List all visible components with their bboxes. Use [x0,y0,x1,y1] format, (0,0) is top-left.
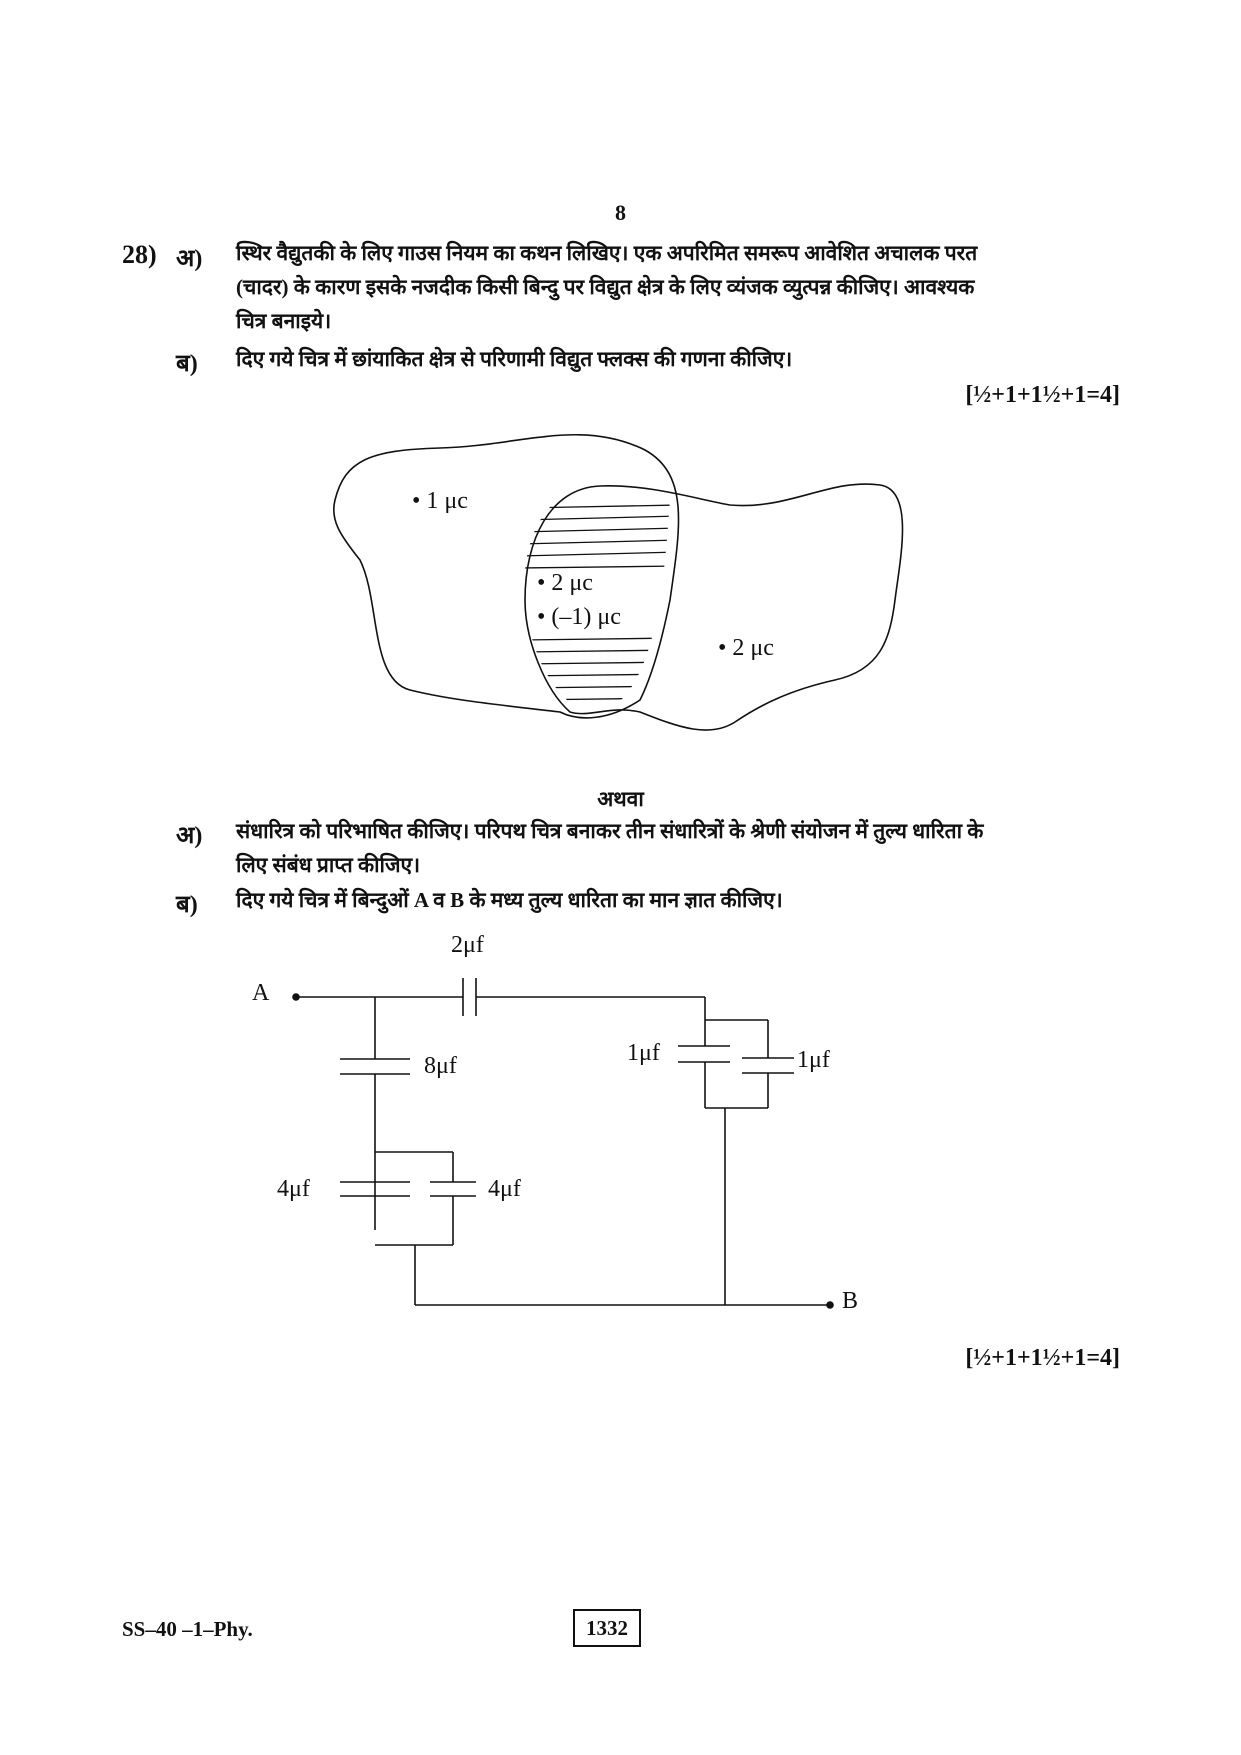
charge-left: • 1 μc [412,488,468,514]
footer-page-code: 1332 [573,1609,641,1647]
cap-left-upper-label: 8μf [424,1053,457,1079]
question-marks: [½+1+1½+1=4] [965,382,1120,408]
point-a-label: A [252,980,270,1006]
part-a-text-line2: (चादर) के कारण इसके नजदीक किसी बिन्दु पर विद्युत क्षेत्र के लिए व्यंजक व्युत्पन्न कीजिए। आवश्यक [236,275,975,299]
charge-center-2: • (–1) μc [537,604,621,630]
part-a-marker: अ) [176,246,203,272]
cap-right-1-label: 1μf [627,1040,660,1066]
part-a-text-line1: स्थिर वैद्युतकी के लिए गाउस नियम का कथन लिखिए। एक अपरिमित समरूप आवेशित अचालक परत [236,241,978,265]
shaded-region [520,505,680,700]
or-label: अथवा [597,787,644,811]
alt-part-b-text: दिए गये चित्र में बिन्दुओं A व B के मध्य तुल्य धारिता का मान ज्ञात कीजिए। [236,888,783,912]
part-b-marker: ब) [176,351,198,377]
part-b-text: दिए गये चित्र में छांयाकित क्षेत्र से परिणामी विद्युत फ्लक्स की गणना कीजिए। [236,347,793,371]
footer-code: SS–40 –1–Phy. [122,1617,253,1641]
charge-center-1: • 2 μc [537,570,593,596]
left-region-outline [334,435,679,718]
circuit-diagram [293,978,833,1308]
alt-question-marks: [½+1+1½+1=4] [965,1345,1120,1371]
cap-left-lower-2-label: 4μf [488,1176,521,1202]
alt-part-a-text-line1: संधारित्र को परिभाषित कीजिए। परिपथ चित्र बनाकर तीन संधारित्रों के श्रेणी संयोजन में तुल्य धारिता के [236,819,984,843]
alt-part-a-marker: अ) [176,823,203,849]
alt-part-b-marker: ब) [176,892,198,918]
part-a-text-line3: चित्र बनाइये। [236,309,332,333]
charge-right: • 2 μc [718,635,774,661]
question-number: 28) [122,240,157,269]
alt-part-a-text-line2: लिए संबंध प्राप्त कीजिए। [236,853,421,877]
point-b-label: B [842,1288,859,1314]
cap-top-label: 2μf [451,932,484,958]
cap-right-2-label: 1μf [797,1047,830,1073]
cap-left-lower-1-label: 4μf [277,1176,310,1202]
page-number: 8 [615,200,626,225]
